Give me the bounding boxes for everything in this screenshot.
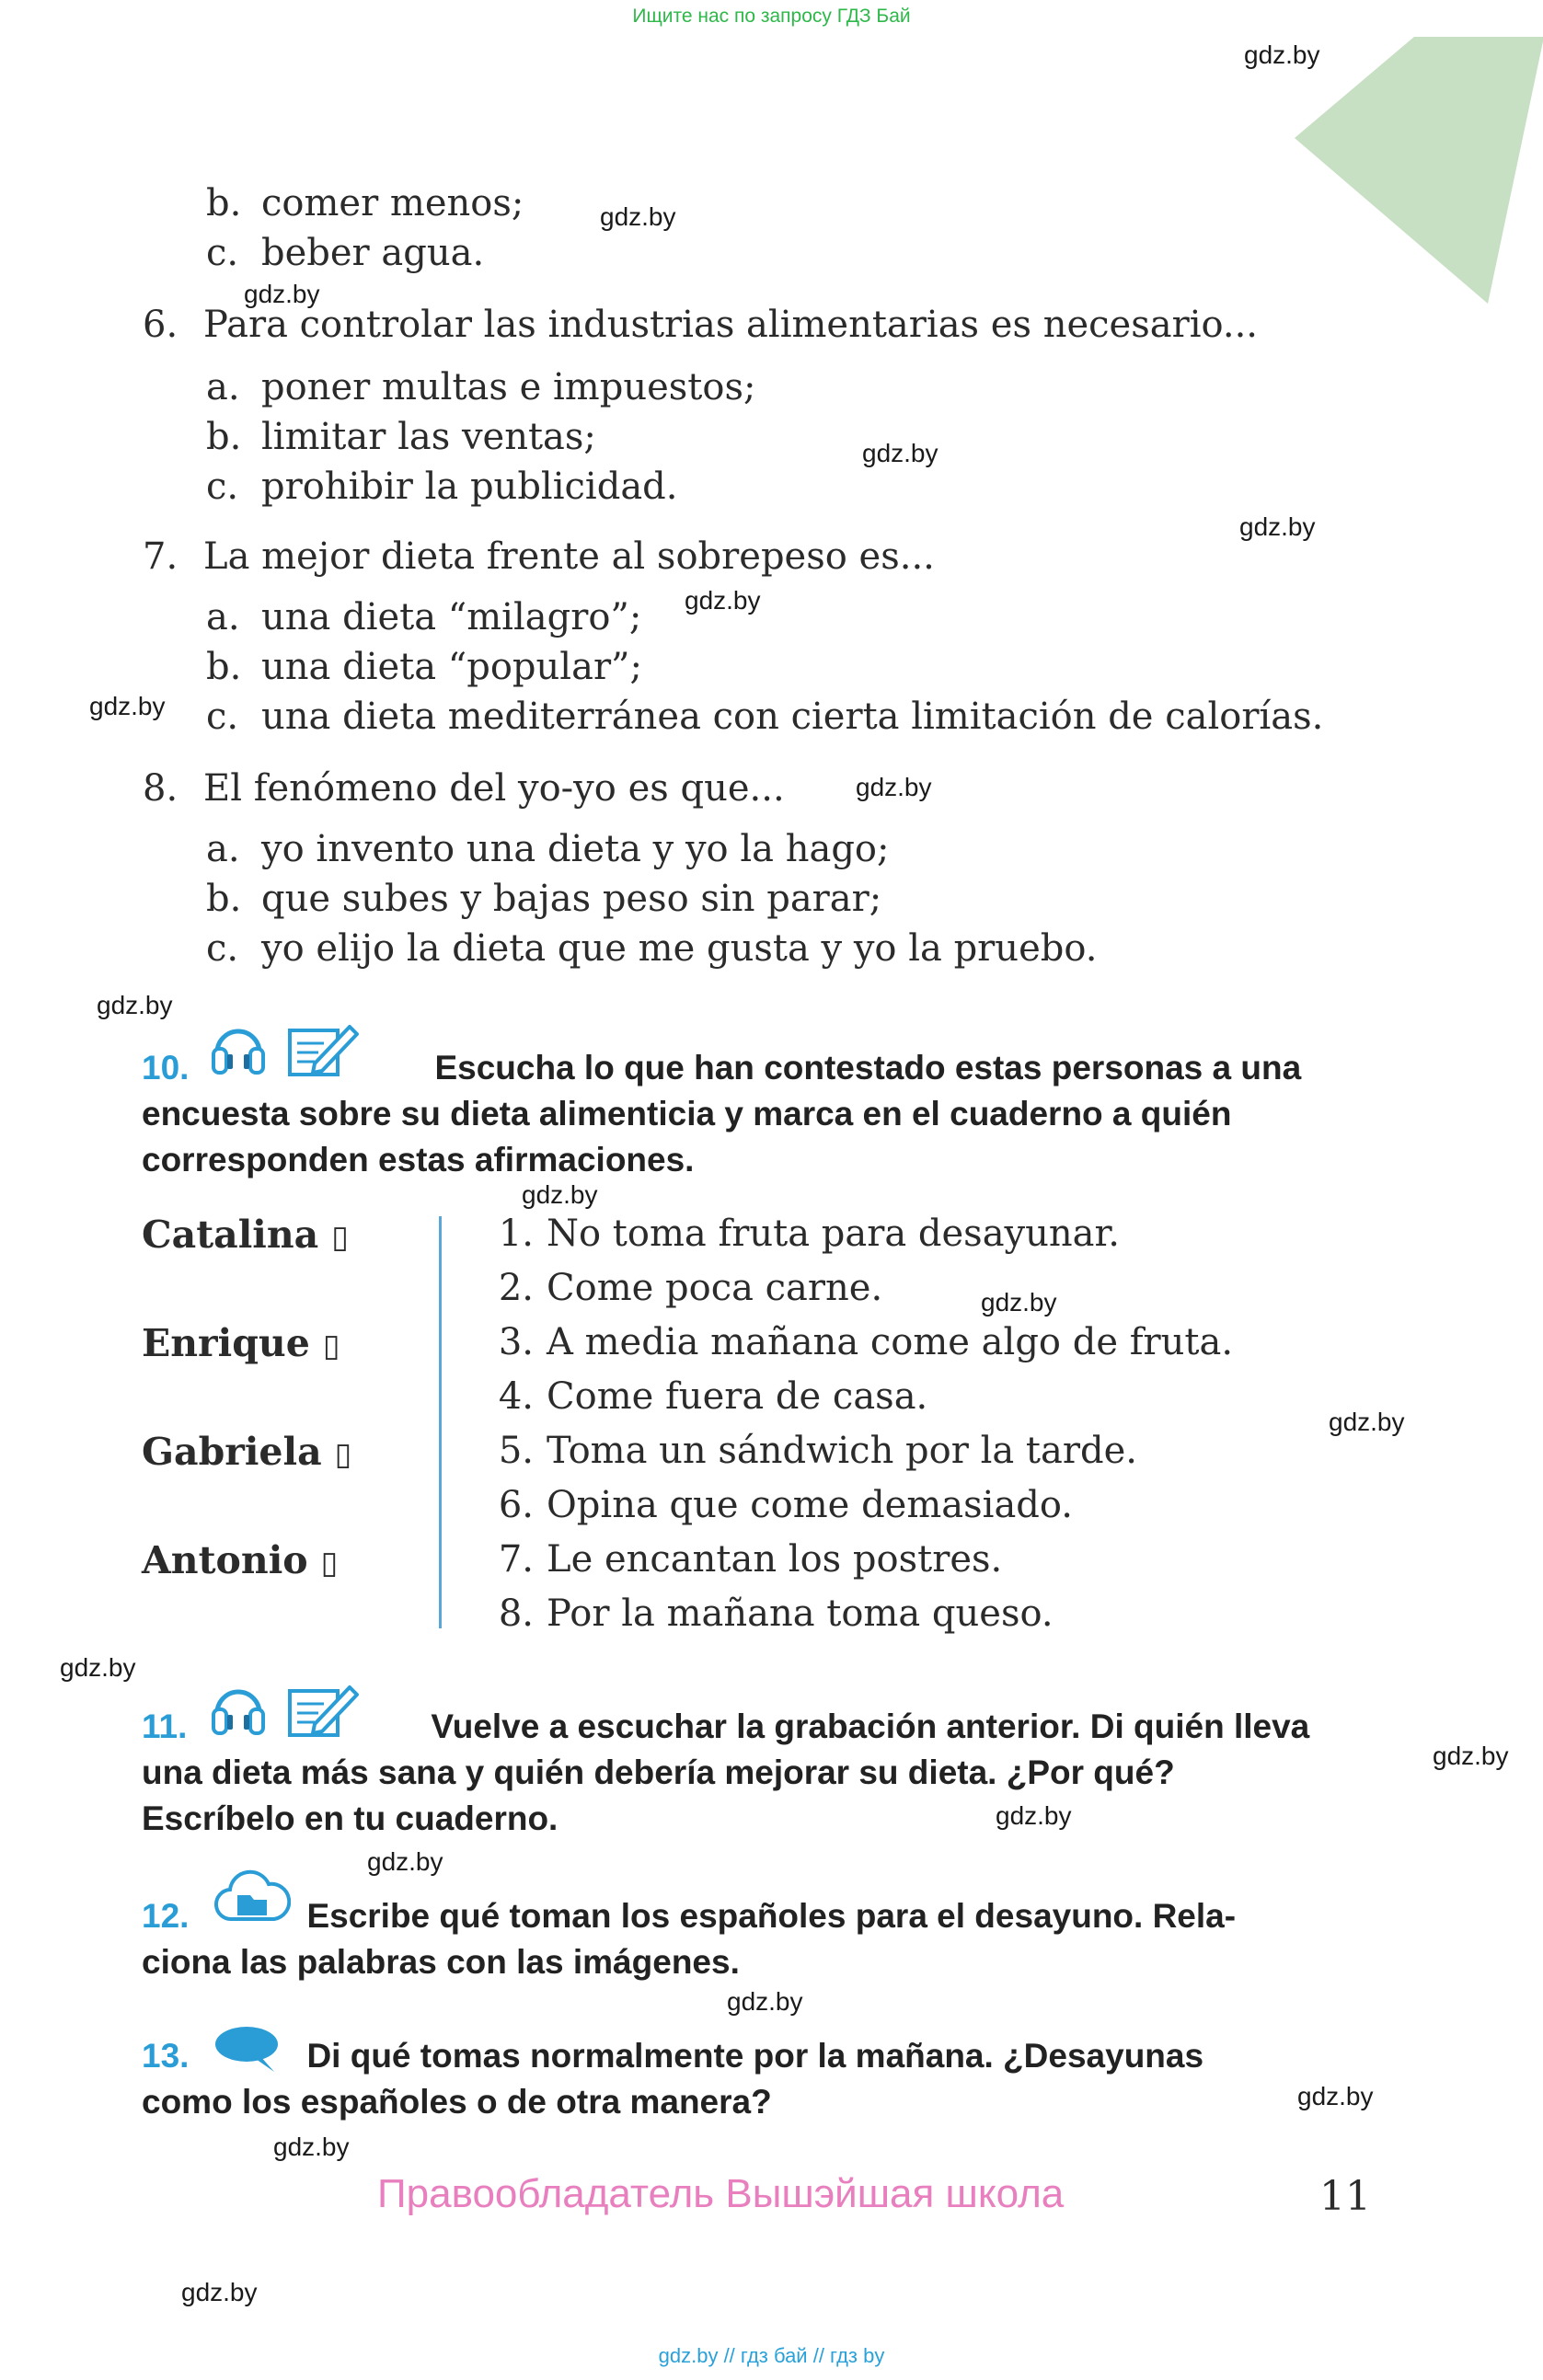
copyright-holder: Правообладатель Вышэйшая школа bbox=[377, 2171, 1065, 2216]
bottom-links[interactable]: gdz.by // гдз бай // гдз by bbox=[658, 2344, 885, 2367]
watermark: gdz.by bbox=[181, 2278, 258, 2306]
watermark: gdz.by bbox=[97, 991, 173, 1019]
exercise-12-number: 12. bbox=[142, 1897, 190, 1935]
watermark: gdz.by bbox=[89, 692, 166, 720]
watermark: gdz.by bbox=[856, 773, 932, 801]
q5-option-b: b. comer menos; bbox=[206, 182, 524, 224]
name-catalina: Catalina ▯ bbox=[142, 1213, 349, 1257]
q5-option-c: c. beber agua. bbox=[206, 232, 485, 274]
name-antonio: Antonio ▯ bbox=[142, 1538, 339, 1582]
watermark: gdz.by bbox=[1244, 40, 1320, 69]
watermark: gdz.by bbox=[996, 1801, 1072, 1830]
watermark: gdz.by bbox=[727, 1987, 803, 2016]
watermark: gdz.by bbox=[60, 1653, 136, 1682]
watermark: gdz.by bbox=[600, 202, 676, 231]
exercise-12-instructions: 12. Escribe qué toman los españoles para el desayuno. Rela- ciona las palabras con las imágenes. bbox=[142, 1897, 1237, 1981]
watermark: gdz.by bbox=[367, 1847, 443, 1876]
exercise-11-instructions: 11. Vuelve a escuchar la grabación anterior. Di quién lleva una dieta más sana y quién debería mejorar su dieta. ¿Por qué? Escríbelo en tu cuaderno. bbox=[142, 1707, 1310, 1837]
divider-line bbox=[439, 1216, 442, 1628]
q6-option-b: b. limitar las ventas; bbox=[206, 416, 596, 458]
page-number: 11 bbox=[1319, 2173, 1371, 2220]
question-8: 8. El fenómeno del yo-yo es que... bbox=[143, 767, 785, 810]
statement-2: 2. Come poca carne. bbox=[498, 1267, 883, 1309]
q7-option-b: b. una dieta “popular”; bbox=[206, 646, 642, 688]
exercise-10-number: 10. bbox=[142, 1049, 190, 1087]
exercise-13-number: 13. bbox=[142, 2037, 190, 2075]
watermark: gdz.by bbox=[981, 1288, 1057, 1316]
q8-option-a: a. yo invento una dieta y yo la hago; bbox=[206, 828, 890, 870]
watermark: gdz.by bbox=[1239, 512, 1316, 541]
watermark: gdz.by bbox=[862, 439, 938, 467]
question-6: 6. Para controlar las industrias alimentarias es necesario... bbox=[143, 304, 1259, 346]
watermark: gdz.by bbox=[1433, 1742, 1509, 1770]
exercise-13-instructions: 13. Di qué tomas normalmente por la mañana. ¿Desayunas como los españoles o de otra manera? bbox=[142, 2037, 1204, 2121]
statement-7: 7. Le encantan los postres. bbox=[498, 1538, 1003, 1581]
q8-option-c: c. yo elijo la dieta que me gusta y yo la pruebo. bbox=[206, 927, 1098, 970]
name-enrique: Enrique ▯ bbox=[142, 1321, 340, 1365]
statement-8: 8. Por la mañana toma queso. bbox=[498, 1592, 1054, 1635]
checkbox-enrique: ▯ bbox=[322, 1328, 340, 1364]
watermark: gdz.by bbox=[273, 2133, 350, 2161]
watermark: gdz.by bbox=[1297, 2082, 1374, 2110]
top-promo-link[interactable]: Ищите нас по запросу ГДЗ Бай bbox=[632, 6, 911, 27]
corner-decoration bbox=[1295, 37, 1543, 304]
q6-option-a: a. poner multas e impuestos; bbox=[206, 366, 756, 408]
watermark: gdz.by bbox=[244, 280, 320, 308]
checkbox-antonio: ▯ bbox=[320, 1545, 339, 1581]
checkbox-gabriela: ▯ bbox=[334, 1436, 352, 1473]
watermark: gdz.by bbox=[522, 1180, 598, 1209]
statement-3: 3. A media mañana come algo de fruta. bbox=[498, 1321, 1234, 1363]
statement-5: 5. Toma un sándwich por la tarde. bbox=[498, 1430, 1137, 1472]
q6-option-c: c. prohibir la publicidad. bbox=[206, 466, 678, 508]
exercise-10-instructions: 10. Escucha lo que han contestado estas personas a una encuesta sobre su dieta alimenticia y marca en el cuaderno a quién corresponden estas afirmaciones. bbox=[142, 1049, 1302, 1179]
watermark: gdz.by bbox=[1329, 1408, 1405, 1436]
q7-option-a: a. una dieta “milagro”; bbox=[206, 596, 642, 638]
watermark: gdz.by bbox=[685, 586, 761, 615]
statement-4: 4. Come fuera de casa. bbox=[498, 1375, 928, 1418]
name-gabriela: Gabriela ▯ bbox=[142, 1430, 352, 1474]
statement-1: 1. No toma fruta para desayunar. bbox=[498, 1213, 1120, 1255]
question-7: 7. La mejor dieta frente al sobrepeso es... bbox=[143, 535, 935, 578]
statement-6: 6. Opina que come demasiado. bbox=[498, 1484, 1073, 1526]
exercise-11-number: 11. bbox=[142, 1707, 188, 1745]
checkbox-catalina: ▯ bbox=[331, 1219, 349, 1256]
q8-option-b: b. que subes y bajas peso sin parar; bbox=[206, 878, 882, 920]
q7-option-c: c. una dieta mediterránea con cierta limitación de calorías. bbox=[206, 696, 1324, 738]
